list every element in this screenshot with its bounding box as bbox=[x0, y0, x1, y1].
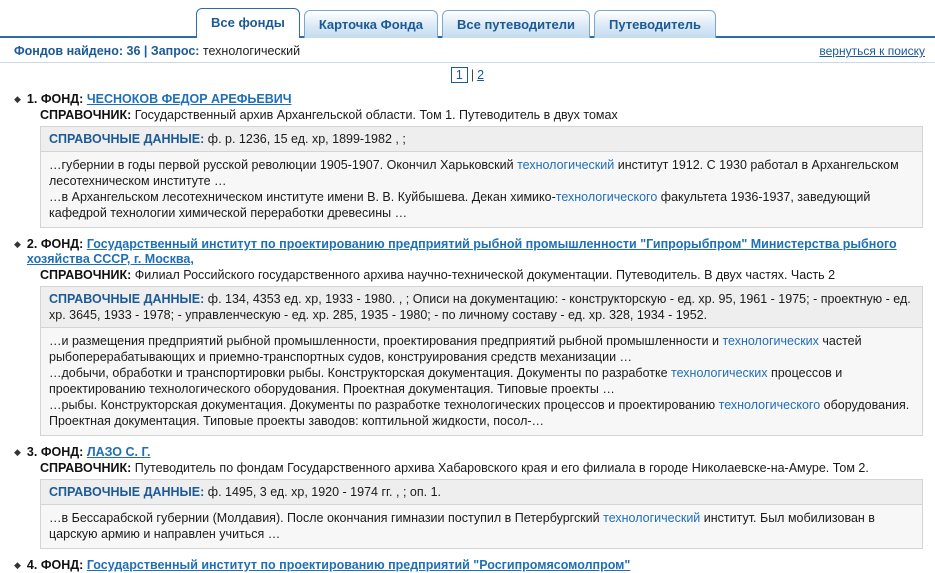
guide-line bbox=[40, 460, 923, 476]
fond-title-link[interactable]: ЛАЗО С. Г. bbox=[86, 445, 151, 459]
query-label: Запрос: bbox=[150, 44, 200, 58]
back-to-search-link[interactable]: вернуться к поиску bbox=[819, 44, 925, 58]
reference-box bbox=[40, 126, 923, 152]
guide-label: СПРАВОЧНИК: bbox=[40, 108, 132, 122]
tab-all-guides[interactable]: Все путеводители bbox=[442, 10, 590, 38]
reference-box bbox=[40, 286, 923, 328]
list-item bbox=[12, 445, 923, 549]
tab-guide[interactable]: Путеводитель bbox=[594, 10, 716, 38]
snippet-part: институт. Был мобилизован в царскую армию и направлен учиться … bbox=[49, 511, 875, 541]
record-title-line bbox=[27, 237, 923, 267]
results-list bbox=[0, 88, 935, 573]
snippet-part: …в Бессарабской губернии (Молдавия). После окончания гимназии поступил в Петербургский bbox=[49, 511, 604, 525]
snippet bbox=[49, 397, 914, 429]
bullet-icon: ◆ bbox=[14, 94, 21, 104]
fond-title-link[interactable]: Государственный институт по проектированию предприятий "Росгипромясомолпром" bbox=[86, 558, 631, 572]
reference-label: СПРАВОЧНЫЕ ДАННЫЕ: bbox=[49, 292, 205, 306]
guide-value: Путеводитель по фондам Государственного архива Хабаровского края и его филиала в городе Николаевске-на-Амуре. Том 2. bbox=[134, 461, 869, 475]
list-item bbox=[12, 558, 923, 573]
found-label: Фондов найдено: bbox=[14, 44, 124, 58]
record-header bbox=[12, 92, 923, 107]
search-summary bbox=[14, 44, 300, 58]
snippet bbox=[49, 189, 914, 221]
snippet-part: факультета 1936-1937, заведующий кафедрой технологии химической переработки древесины … bbox=[49, 190, 871, 220]
snippet-part: …добычи, обработки и транспортировки рыбы. Конструкторская документация. Документы по разработке bbox=[49, 366, 672, 380]
snippet-highlight: технологического bbox=[718, 398, 821, 412]
snippet-part: …рыбы. Конструкторская документация. Документы по разработке технологических процессов и проектированию bbox=[49, 398, 719, 412]
snippet bbox=[49, 510, 914, 542]
found-count: 36 bbox=[126, 44, 141, 58]
snippet-part: …в Архангельском лесотехническом институте имени В. В. Куйбышева. Декан химико- bbox=[49, 190, 556, 204]
reference-box bbox=[40, 479, 923, 505]
fond-label: ФОНД: bbox=[40, 445, 84, 459]
pagination bbox=[0, 63, 935, 88]
snippet-highlight: технологических bbox=[671, 366, 768, 380]
record-number: 2. bbox=[26, 237, 38, 251]
reference-label: СПРАВОЧНЫЕ ДАННЫЕ: bbox=[49, 132, 205, 146]
guide-value: Филиал Российского государственного архива научно-технической документации. Путеводитель. В двух частях. Часть 2 bbox=[134, 268, 836, 282]
snippet-part: оборудования. Проектная документация. Типовые проекты заводов: коптильной жидкости, посол-… bbox=[49, 398, 910, 428]
guide-value: Государственный архив Архангельской области. Том 1. Путеводитель в двух томах bbox=[134, 108, 618, 122]
bullet-icon: ◆ bbox=[14, 560, 21, 570]
snippet-part: институт 1912. С 1930 работал в Архангельском лесотехническом институте … bbox=[49, 158, 899, 188]
back-to-search-container bbox=[819, 44, 925, 58]
snippet bbox=[49, 365, 914, 397]
snippet-part: …губернии в годы первой русской революции 1905-1907. Окончил Харьковский bbox=[49, 158, 518, 172]
bullet-icon: ◆ bbox=[14, 447, 21, 457]
guide-label: СПРАВОЧНИК: bbox=[40, 268, 132, 282]
snippet-part: …и размещения предприятий рыбной промышленности, проектирования предприятий рыбной промышленности и bbox=[49, 334, 723, 348]
record-title-line bbox=[27, 92, 292, 107]
guide-line bbox=[40, 107, 923, 123]
reference-value: ф. р. 1236, 15 ед. хр, 1899-1982 , ; bbox=[207, 132, 406, 146]
record-title-line bbox=[27, 445, 151, 460]
query-value: технологический bbox=[202, 44, 301, 58]
guide-line bbox=[40, 267, 923, 283]
reference-value: ф. 134, 4353 ед. хр, 1933 - 1980. , ; Описи на документацию: - конструкторскую - ед. хр. 95, 1961 - 1975; - проектную - ед. хр. 3645, 1933 - 1978; - управленческую - ед. хр. 285, 1935 - 1980; - по личному составу - ед. хр. 328, 1934 - 1952. bbox=[49, 292, 911, 322]
fond-label: ФОНД: bbox=[40, 92, 84, 106]
snippet-box bbox=[40, 505, 923, 549]
record-number: 3. bbox=[26, 445, 38, 459]
snippet-highlight: технологический bbox=[517, 158, 615, 172]
summary-divider: | bbox=[143, 44, 148, 58]
record-header bbox=[12, 558, 923, 573]
snippet bbox=[49, 157, 914, 189]
snippet-box bbox=[40, 328, 923, 436]
record-header bbox=[12, 445, 923, 460]
snippet-part: частей рыбоперерабатывающих и приемно-транспортных судов, конструирования средств механизации … bbox=[49, 334, 862, 364]
reference-label: СПРАВОЧНЫЕ ДАННЫЕ: bbox=[49, 485, 205, 499]
record-header bbox=[12, 237, 923, 267]
bullet-icon: ◆ bbox=[14, 239, 21, 249]
fond-label: ФОНД: bbox=[40, 558, 84, 572]
record-number: 4. bbox=[26, 558, 38, 572]
fond-title-link[interactable]: ЧЕСНОКОВ ФЕДОР АРЕФЬЕВИЧ bbox=[86, 92, 292, 106]
page-current[interactable]: 1 bbox=[451, 67, 468, 83]
list-item bbox=[12, 237, 923, 436]
snippet-highlight: технологических bbox=[722, 334, 819, 348]
record-number: 1. bbox=[26, 92, 38, 106]
page-2-link[interactable]: 2 bbox=[477, 68, 485, 82]
guide-label: СПРАВОЧНИК: bbox=[40, 461, 132, 475]
tab-all-fonds[interactable]: Все фонды bbox=[196, 8, 300, 38]
info-bar bbox=[0, 38, 935, 63]
snippet-box bbox=[40, 152, 923, 228]
tab-bar bbox=[0, 0, 935, 38]
snippet bbox=[49, 333, 914, 365]
fond-title-link[interactable]: Государственный институт по проектированию предприятий рыбной промышленности "Гипрорыбпром" Министерства рыбного хозяйства СССР, г. Москва, bbox=[26, 237, 897, 266]
page-separator: | bbox=[470, 68, 475, 82]
reference-value: ф. 1495, 3 ед. хр, 1920 - 1974 гг. , ; оп. 1. bbox=[207, 485, 441, 499]
fond-label: ФОНД: bbox=[40, 237, 84, 251]
snippet-highlight: технологического bbox=[555, 190, 658, 204]
tab-fond-card[interactable]: Карточка Фонда bbox=[304, 10, 438, 38]
snippet-part: процессов и проектированию технологического оборудования. Проектная документация. Типовые проекты … bbox=[49, 366, 843, 396]
list-item bbox=[12, 92, 923, 228]
snippet-highlight: технологический bbox=[603, 511, 701, 525]
record-title-line bbox=[27, 558, 630, 573]
